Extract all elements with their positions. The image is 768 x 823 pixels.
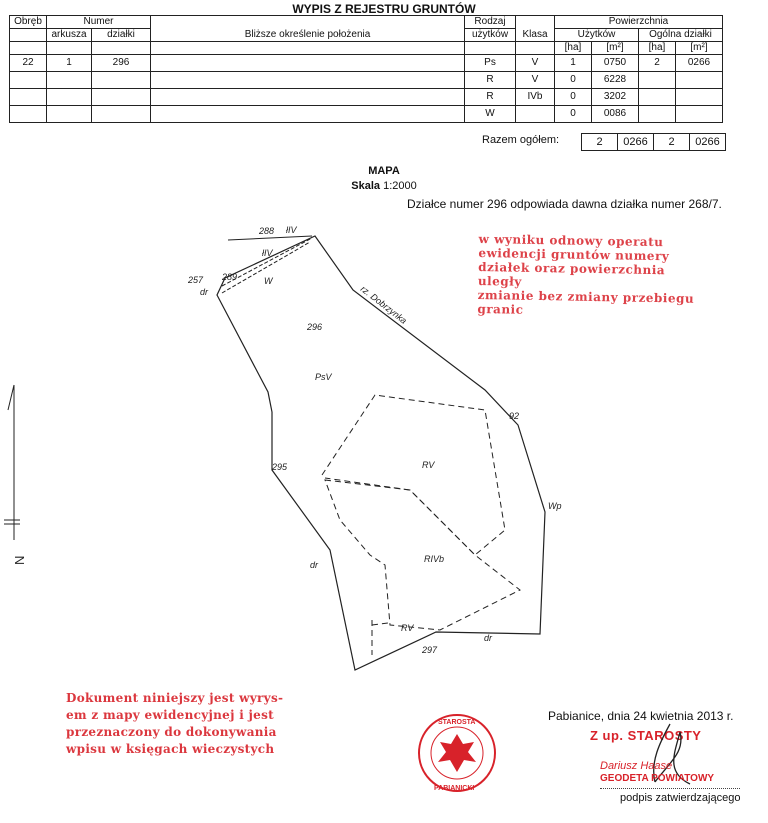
- cell-oha: 2: [639, 55, 676, 72]
- label-liv-1: łIV: [286, 225, 297, 235]
- cell-arkusz: 1: [47, 55, 92, 72]
- cell-ha: 0: [555, 89, 592, 106]
- cell-ha: 0: [555, 72, 592, 89]
- cell-rodzaj: R: [465, 89, 516, 106]
- cell-rodzaj: W: [465, 106, 516, 123]
- label-rivb: RIVb: [424, 554, 445, 564]
- label-rv-2: RV: [401, 623, 414, 633]
- use-boundary-rv2: [372, 620, 388, 655]
- stamp-line: granic: [477, 301, 524, 317]
- signature-caption: podpis zatwierdzającego: [620, 792, 741, 804]
- cell-klasa: V: [516, 72, 555, 89]
- map-heading: MAPA: [368, 165, 400, 177]
- cell-ha: 1: [555, 55, 592, 72]
- on-behalf-label: Z up. STAROSTY: [590, 728, 702, 743]
- cell-obreb: 22: [10, 55, 47, 72]
- seal-top-text: STAROSTA: [438, 719, 476, 726]
- label-289: 289: [222, 272, 238, 282]
- cell-rodzaj: Ps: [465, 55, 516, 72]
- label-dr-3: dr: [484, 633, 493, 643]
- stamp-line: ewidencji gruntów numery: [478, 245, 670, 264]
- stamp-line: wpisu w księgach wieczystych: [66, 742, 275, 756]
- header-klasa: Klasa: [516, 16, 555, 42]
- header-blizsze: Bliższe określenie położenia: [151, 16, 465, 42]
- seal-bottom-text: PABIANICKI: [434, 785, 475, 792]
- header-oha: [ha]: [639, 42, 676, 55]
- header-arkusza: arkusza: [47, 29, 92, 42]
- header-m2: [m²]: [592, 42, 639, 55]
- total-oha: 2: [654, 134, 690, 151]
- header-om2: [m²]: [676, 42, 723, 55]
- label-92: 92: [509, 411, 520, 421]
- cell-klasa: V: [516, 55, 555, 72]
- label-wp: Wp: [548, 501, 562, 511]
- total-om2: 0266: [690, 134, 726, 151]
- label-257: 257: [188, 275, 204, 285]
- official-seal-icon: [416, 712, 498, 794]
- correction-stamp: [477, 232, 713, 320]
- header-uzytkow-rodzaj: użytków: [465, 29, 516, 42]
- signer-role: GEODETA POWIATOWY: [600, 773, 715, 784]
- label-liv-2: łIV: [262, 248, 273, 258]
- label-w: W: [264, 276, 273, 286]
- north-arrow-icon: [4, 385, 20, 540]
- cell-m2: 3202: [592, 89, 639, 106]
- signature-line: [600, 788, 740, 789]
- label-297: 297: [422, 645, 438, 655]
- parcel-note: Działce numer 296 odpowiada dawna działka numer 268/7.: [407, 197, 722, 211]
- header-dzialki: działki: [92, 29, 151, 42]
- cell-ha: 0: [555, 106, 592, 123]
- label-psv: PsV: [315, 372, 332, 382]
- stamp-line: Dokument niniejszy jest wyrys-: [66, 691, 284, 705]
- cell-dzialka: 296: [92, 55, 151, 72]
- cell-klasa: IVb: [516, 89, 555, 106]
- label-296: 296: [307, 322, 323, 332]
- stamp-line: w wyniku odnowy operatu: [478, 231, 664, 250]
- cell-m2: 0086: [592, 106, 639, 123]
- header-uzytkow: Użytków: [555, 29, 639, 42]
- purpose-stamp: [66, 690, 286, 758]
- strip-line-2: [228, 236, 312, 240]
- stamp-line: em z mapy ewidencyjnej i jest: [66, 708, 275, 722]
- scale-value: 1:2000: [383, 180, 417, 192]
- cell-m2: 6228: [592, 72, 639, 89]
- stamp-line: zmianie bez zmiany przebiegu: [477, 287, 695, 306]
- label-rv-1: RV: [422, 460, 435, 470]
- header-powierzchnia: Powierzchnia: [555, 16, 723, 29]
- label-288: 288: [259, 226, 275, 236]
- north-label: N: [12, 555, 27, 565]
- place-date: Pabianice, dnia 24 kwietnia 2013 r.: [548, 709, 734, 723]
- stamp-line: przeznaczony do dokonywania: [66, 725, 277, 739]
- header-rodzaj: Rodzaj: [465, 16, 516, 29]
- cell-om2: 0266: [676, 55, 723, 72]
- use-boundary-rivb: [325, 480, 520, 630]
- total-ha: 2: [582, 134, 618, 151]
- cell-rodzaj: R: [465, 72, 516, 89]
- label-dr-2: dr: [310, 560, 319, 570]
- signer-name: Dariusz Haase: [600, 760, 673, 772]
- label-dr-1: dr: [200, 287, 209, 297]
- header-obreb: Obręb: [10, 16, 47, 29]
- total-label: Razem ogółem:: [482, 134, 560, 146]
- stamp-line: działek oraz powierzchnia uległy: [477, 259, 666, 289]
- label-295: 295: [272, 462, 288, 472]
- header-numer: Numer: [47, 16, 151, 29]
- cell-m2: 0750: [592, 55, 639, 72]
- header-ogolna: Ogólna działki: [639, 29, 723, 42]
- scale-label: Skala: [351, 180, 381, 192]
- register-title: WYPIS Z REJESTRU GRUNTÓW: [292, 2, 476, 16]
- label-road: rz. Dobrzynka: [358, 283, 409, 326]
- header-ha: [ha]: [555, 42, 592, 55]
- total-m2: 0266: [618, 134, 654, 151]
